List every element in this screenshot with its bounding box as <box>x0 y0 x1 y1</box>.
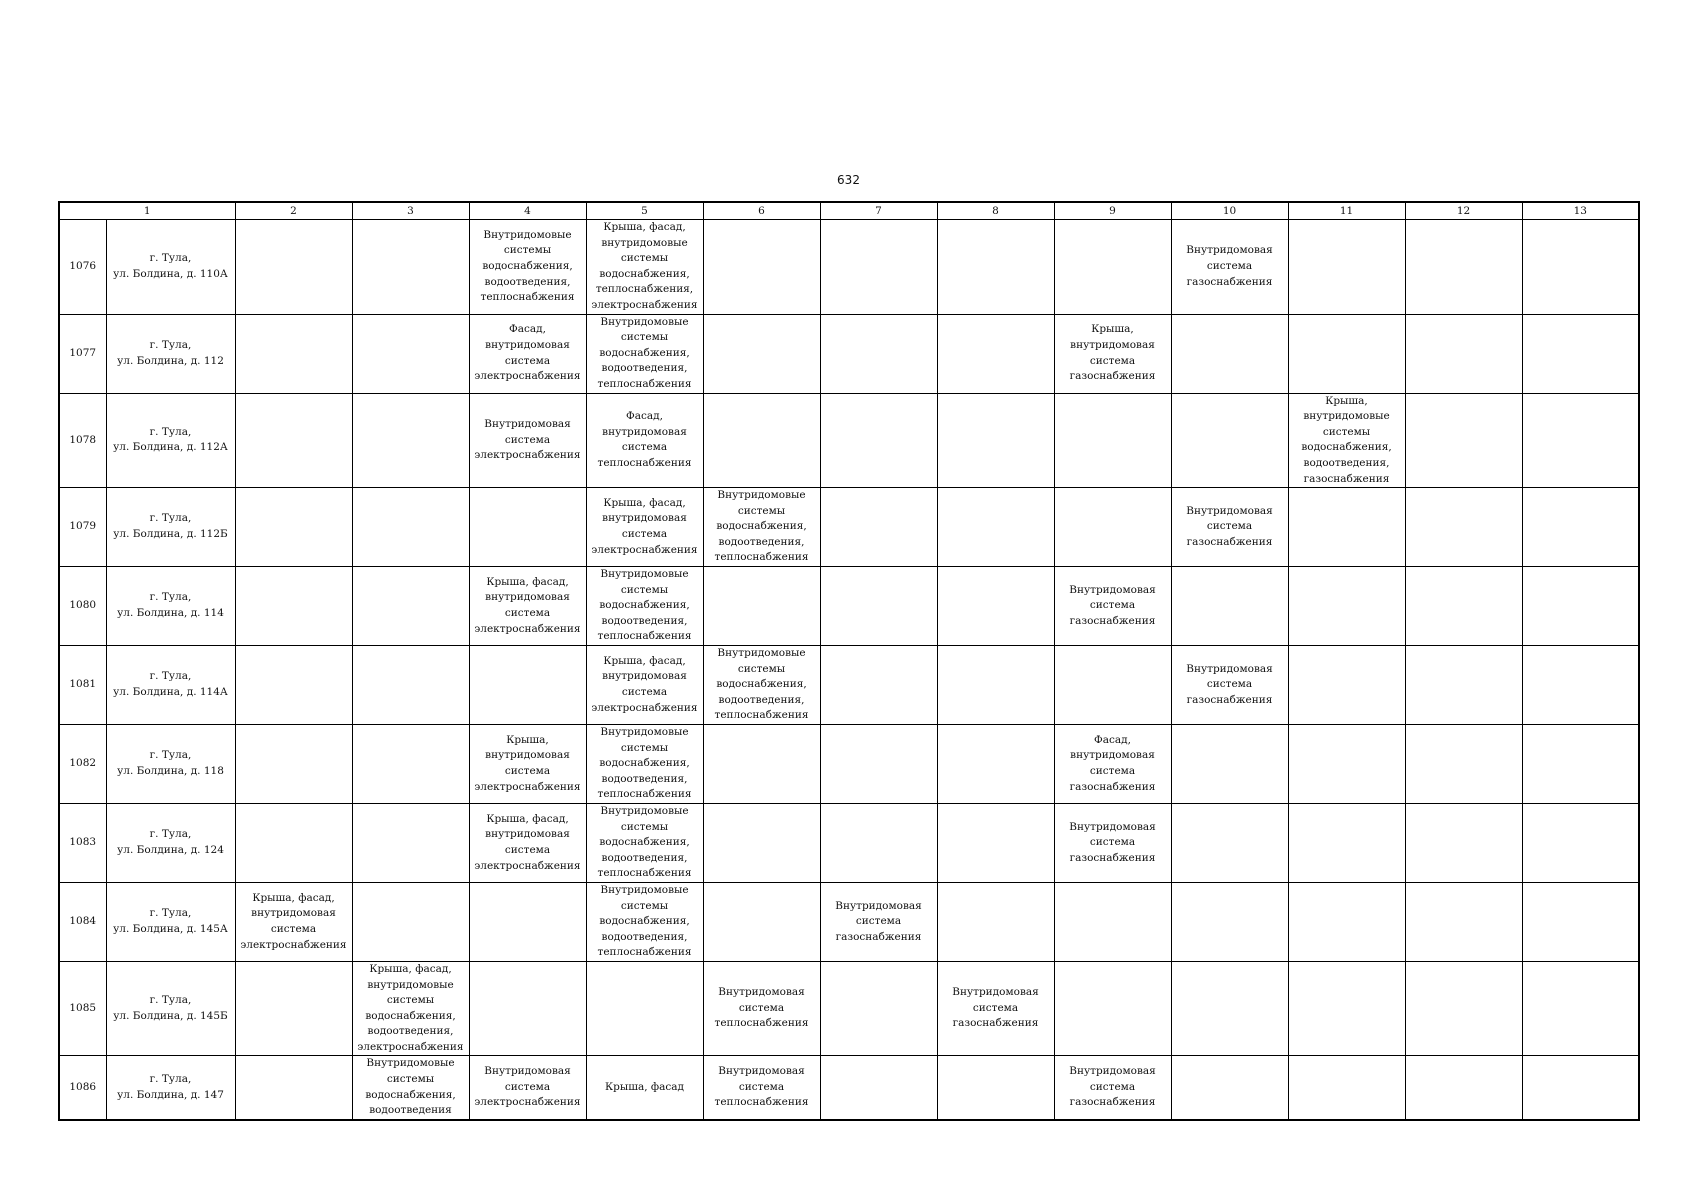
address-line: ул. Болдина, д. 114 <box>117 607 224 620</box>
address-line: ул. Болдина, д. 112 <box>117 354 224 367</box>
work-cell-col-2 <box>235 646 352 725</box>
work-cell-col-12 <box>1405 725 1522 804</box>
address-cell <box>106 961 235 1056</box>
work-cell-col-8 <box>937 725 1054 804</box>
address-line: ул. Болдина, д. 118 <box>117 764 224 777</box>
work-cell-col-3 <box>352 314 469 393</box>
work-cell-col-3 <box>352 393 469 488</box>
work-cell-col-12 <box>1405 567 1522 646</box>
work-cell-col-5 <box>586 803 703 882</box>
work-cell-col-11 <box>1288 488 1405 567</box>
work-cell-col-2 <box>235 961 352 1056</box>
work-description: Внутридомовые системы водоснабжения, водоотведения, теплоснабжения <box>597 804 692 880</box>
address-line: г. Тула, <box>149 670 192 683</box>
work-cell-col-3 <box>352 725 469 804</box>
work-cell-col-11 <box>1288 220 1405 315</box>
work-description: Внутридомовые системы водоснабжения, водоотведения, теплоснабжения <box>714 647 809 722</box>
work-cell-col-13 <box>1522 393 1639 488</box>
work-cell-col-12 <box>1405 393 1522 488</box>
work-cell-col-6 <box>703 314 820 393</box>
address-line: г. Тула, <box>149 252 192 265</box>
column-header: 7 <box>820 202 937 220</box>
work-cell-col-13 <box>1522 314 1639 393</box>
work-cell-col-9 <box>1054 803 1171 882</box>
work-cell-col-2 <box>235 314 352 393</box>
work-description: Крыша, фасад, внутридомовая система электроснабжения <box>474 812 581 872</box>
row-number: 1080 <box>59 567 106 646</box>
work-cell-col-12 <box>1405 488 1522 567</box>
work-cell-col-10 <box>1171 803 1288 882</box>
work-cell-col-7 <box>820 393 937 488</box>
work-cell-col-13 <box>1522 803 1639 882</box>
work-cell-col-2 <box>235 725 352 804</box>
address-cell <box>106 1056 235 1120</box>
work-description: Фасад, внутридомовая система теплоснабжения <box>597 410 692 469</box>
work-cell-col-11 <box>1288 882 1405 961</box>
work-cell-col-12 <box>1405 1056 1522 1120</box>
work-cell-col-2 <box>235 1056 352 1120</box>
work-cell-col-11 <box>1288 803 1405 882</box>
work-cell-col-7 <box>820 1056 937 1120</box>
column-header: 1 <box>59 202 235 220</box>
column-header: 8 <box>937 202 1054 220</box>
work-cell-col-3 <box>352 882 469 961</box>
work-cell-col-6 <box>703 393 820 488</box>
work-cell-col-3 <box>352 567 469 646</box>
work-cell-col-6 <box>703 488 820 567</box>
work-description: Крыша, фасад, внутридомовые системы водоснабжения, теплоснабжения, электроснабжения <box>591 221 698 311</box>
work-cell-col-10 <box>1171 882 1288 961</box>
work-cell-col-3 <box>352 803 469 882</box>
work-description: Фасад, внутридомовая система газоснабжения <box>1069 733 1156 793</box>
work-cell-col-4 <box>469 314 586 393</box>
work-cell-col-9 <box>1054 646 1171 725</box>
address-cell <box>106 314 235 393</box>
work-cell-col-6 <box>703 803 820 882</box>
column-header: 2 <box>235 202 352 220</box>
address-line: ул. Болдина, д. 145А <box>113 922 228 935</box>
row-number: 1086 <box>59 1056 106 1120</box>
work-cell-col-4 <box>469 220 586 315</box>
work-cell-col-7 <box>820 488 937 567</box>
work-description: Внутридомовые системы водоснабжения, водоотведения, теплоснабжения <box>597 568 692 643</box>
work-cell-col-13 <box>1522 220 1639 315</box>
work-cell-col-10 <box>1171 646 1288 725</box>
capital-repair-schedule-table <box>58 201 1640 1121</box>
work-cell-col-7 <box>820 803 937 882</box>
page-number: 632 <box>837 173 860 187</box>
work-cell-col-12 <box>1405 220 1522 315</box>
work-cell-col-7 <box>820 314 937 393</box>
work-description: Внутридомовые системы водоснабжения, водоотведения, теплоснабжения <box>714 489 809 564</box>
work-description: Внутридомовая система электроснабжения <box>474 417 581 462</box>
work-cell-col-5 <box>586 1056 703 1120</box>
table-row <box>59 393 1639 488</box>
work-cell-col-3 <box>352 1056 469 1120</box>
work-cell-col-12 <box>1405 646 1522 725</box>
row-number: 1076 <box>59 220 106 315</box>
work-cell-col-12 <box>1405 314 1522 393</box>
work-cell-col-6 <box>703 882 820 961</box>
work-cell-col-2 <box>235 393 352 488</box>
address-line: г. Тула, <box>149 425 192 438</box>
work-cell-col-2 <box>235 567 352 646</box>
work-cell-col-10 <box>1171 567 1288 646</box>
work-cell-col-10 <box>1171 314 1288 393</box>
work-description: Внутридомовая система теплоснабжения <box>714 1065 809 1109</box>
work-cell-col-8 <box>937 314 1054 393</box>
work-cell-col-8 <box>937 1056 1054 1120</box>
work-cell-col-6 <box>703 961 820 1056</box>
address-line: г. Тула, <box>149 749 192 762</box>
work-description: Фасад, внутридомовая система электроснабжения <box>474 323 581 383</box>
row-number: 1079 <box>59 488 106 567</box>
work-cell-col-5 <box>586 567 703 646</box>
work-cell-col-4 <box>469 961 586 1056</box>
work-cell-col-9 <box>1054 314 1171 393</box>
column-header: 10 <box>1171 202 1288 220</box>
address-cell <box>106 646 235 725</box>
work-cell-col-5 <box>586 725 703 804</box>
work-cell-col-8 <box>937 393 1054 488</box>
row-number: 1084 <box>59 882 106 961</box>
table-row <box>59 1056 1639 1120</box>
work-cell-col-5 <box>586 220 703 315</box>
table-row <box>59 220 1639 315</box>
work-cell-col-5 <box>586 646 703 725</box>
work-cell-col-4 <box>469 393 586 488</box>
address-line: ул. Болдина, д. 145Б <box>113 1009 228 1022</box>
work-cell-col-3 <box>352 220 469 315</box>
work-description: Крыша, фасад, внутридомовая система электроснабжения <box>240 891 347 951</box>
work-description: Внутридомовая система газоснабжения <box>1186 504 1273 548</box>
row-number: 1082 <box>59 725 106 804</box>
work-description: Внутридомовая система газоснабжения <box>952 986 1039 1030</box>
work-cell-col-5 <box>586 961 703 1056</box>
work-cell-col-8 <box>937 646 1054 725</box>
row-number: 1085 <box>59 961 106 1056</box>
work-description: Внутридомовая система газоснабжения <box>1069 1065 1156 1109</box>
work-cell-col-11 <box>1288 567 1405 646</box>
work-cell-col-4 <box>469 1056 586 1120</box>
row-number: 1078 <box>59 393 106 488</box>
column-header: 11 <box>1288 202 1405 220</box>
address-line: ул. Болдина, д. 112Б <box>113 528 228 541</box>
address-line: г. Тула, <box>149 828 192 841</box>
row-number: 1083 <box>59 803 106 882</box>
work-cell-col-5 <box>586 488 703 567</box>
work-cell-col-9 <box>1054 220 1171 315</box>
work-cell-col-7 <box>820 961 937 1056</box>
work-cell-col-6 <box>703 220 820 315</box>
work-cell-col-13 <box>1522 961 1639 1056</box>
work-description: Внутридомовая система газоснабжения <box>1186 662 1273 706</box>
table-row <box>59 314 1639 393</box>
work-cell-col-13 <box>1522 567 1639 646</box>
work-cell-col-4 <box>469 646 586 725</box>
work-cell-col-13 <box>1522 646 1639 725</box>
work-description: Внутридомовая система газоснабжения <box>1186 244 1273 288</box>
work-description: Внутридомовая система газоснабжения <box>835 899 922 943</box>
work-cell-col-7 <box>820 646 937 725</box>
work-cell-col-5 <box>586 882 703 961</box>
work-cell-col-2 <box>235 882 352 961</box>
work-description: Внутридомовые системы водоснабжения, водоотведения, теплоснабжения <box>480 228 575 304</box>
address-line: г. Тула, <box>149 994 192 1007</box>
work-description: Внутридомовая система теплоснабжения <box>714 986 809 1030</box>
work-cell-col-11 <box>1288 314 1405 393</box>
work-cell-col-11 <box>1288 646 1405 725</box>
table-row <box>59 725 1639 804</box>
work-description: Крыша, фасад, внутридомовые системы водоснабжения, водоотведения, электроснабжения <box>357 962 464 1053</box>
work-cell-col-8 <box>937 882 1054 961</box>
work-cell-col-9 <box>1054 725 1171 804</box>
work-cell-col-2 <box>235 803 352 882</box>
work-description: Крыша, фасад <box>605 1080 684 1093</box>
work-cell-col-8 <box>937 567 1054 646</box>
work-description: Внутридомовые системы водоснабжения, водоотведения <box>365 1057 456 1117</box>
work-cell-col-9 <box>1054 488 1171 567</box>
address-line: ул. Болдина, д. 147 <box>117 1088 224 1101</box>
work-description: Крыша, внутридомовая система газоснабжения <box>1069 323 1156 383</box>
work-cell-col-9 <box>1054 961 1171 1056</box>
work-cell-col-13 <box>1522 488 1639 567</box>
table-row <box>59 488 1639 567</box>
work-cell-col-13 <box>1522 1056 1639 1120</box>
work-cell-col-11 <box>1288 725 1405 804</box>
work-cell-col-5 <box>586 314 703 393</box>
work-cell-col-12 <box>1405 803 1522 882</box>
work-cell-col-12 <box>1405 961 1522 1056</box>
work-cell-col-7 <box>820 882 937 961</box>
work-description: Крыша, внутридомовые системы водоснабжения, водоотведения, газоснабжения <box>1301 394 1392 485</box>
work-description: Внутридомовая система газоснабжения <box>1069 820 1156 864</box>
work-cell-col-4 <box>469 882 586 961</box>
address-cell <box>106 725 235 804</box>
work-cell-col-8 <box>937 488 1054 567</box>
row-number: 1077 <box>59 314 106 393</box>
column-number-header-row <box>59 202 1639 220</box>
work-cell-col-9 <box>1054 567 1171 646</box>
address-cell <box>106 803 235 882</box>
column-header: 4 <box>469 202 586 220</box>
address-cell <box>106 567 235 646</box>
work-cell-col-6 <box>703 725 820 804</box>
work-cell-col-10 <box>1171 725 1288 804</box>
work-description: Крыша, внутридомовая система электроснабжения <box>474 733 581 793</box>
work-cell-col-6 <box>703 1056 820 1120</box>
work-description: Крыша, фасад, внутридомовая система электроснабжения <box>474 575 581 635</box>
work-cell-col-11 <box>1288 1056 1405 1120</box>
work-cell-col-10 <box>1171 393 1288 488</box>
work-cell-col-4 <box>469 725 586 804</box>
work-cell-col-5 <box>586 393 703 488</box>
address-cell <box>106 488 235 567</box>
work-cell-col-3 <box>352 961 469 1056</box>
work-cell-col-7 <box>820 725 937 804</box>
address-line: ул. Болдина, д. 112А <box>113 441 228 454</box>
work-description: Крыша, фасад, внутридомовая система электроснабжения <box>591 654 698 714</box>
work-cell-col-11 <box>1288 961 1405 1056</box>
address-line: г. Тула, <box>149 512 192 525</box>
table-row <box>59 882 1639 961</box>
work-cell-col-10 <box>1171 961 1288 1056</box>
work-description: Внутридомовые системы водоснабжения, водоотведения, теплоснабжения <box>597 883 692 959</box>
work-cell-col-13 <box>1522 882 1639 961</box>
table-body <box>59 220 1639 1120</box>
work-cell-col-9 <box>1054 882 1171 961</box>
address-line: г. Тула, <box>149 1073 192 1086</box>
work-description: Внутридомовая система электроснабжения <box>474 1065 581 1109</box>
work-cell-col-3 <box>352 488 469 567</box>
table-row <box>59 803 1639 882</box>
address-line: ул. Болдина, д. 124 <box>117 843 224 856</box>
work-cell-col-6 <box>703 567 820 646</box>
work-cell-col-9 <box>1054 1056 1171 1120</box>
table-row <box>59 567 1639 646</box>
column-header: 13 <box>1522 202 1639 220</box>
work-description: Внутридомовые системы водоснабжения, водоотведения, теплоснабжения <box>597 726 692 801</box>
address-line: г. Тула, <box>149 338 192 351</box>
work-description: Внутридомовые системы водоснабжения, водоотведения, теплоснабжения <box>597 315 692 390</box>
work-cell-col-10 <box>1171 1056 1288 1120</box>
address-line: ул. Болдина, д. 114А <box>113 686 228 699</box>
table-row <box>59 961 1639 1056</box>
row-number: 1081 <box>59 646 106 725</box>
work-cell-col-13 <box>1522 725 1639 804</box>
work-cell-col-4 <box>469 488 586 567</box>
column-header: 12 <box>1405 202 1522 220</box>
column-header: 3 <box>352 202 469 220</box>
work-cell-col-4 <box>469 803 586 882</box>
work-cell-col-11 <box>1288 393 1405 488</box>
work-cell-col-3 <box>352 646 469 725</box>
address-line: ул. Болдина, д. 110А <box>113 267 228 280</box>
table-row <box>59 646 1639 725</box>
address-cell <box>106 393 235 488</box>
address-line: г. Тула, <box>149 591 192 604</box>
work-cell-col-4 <box>469 567 586 646</box>
work-description: Внутридомовая система газоснабжения <box>1069 583 1156 627</box>
address-line: г. Тула, <box>149 907 192 920</box>
work-cell-col-10 <box>1171 488 1288 567</box>
column-header: 9 <box>1054 202 1171 220</box>
work-cell-col-8 <box>937 803 1054 882</box>
work-cell-col-8 <box>937 961 1054 1056</box>
work-cell-col-8 <box>937 220 1054 315</box>
column-header: 6 <box>703 202 820 220</box>
work-cell-col-2 <box>235 488 352 567</box>
work-cell-col-9 <box>1054 393 1171 488</box>
address-cell <box>106 882 235 961</box>
work-cell-col-12 <box>1405 882 1522 961</box>
work-cell-col-6 <box>703 646 820 725</box>
column-header: 5 <box>586 202 703 220</box>
address-cell <box>106 220 235 315</box>
work-cell-col-2 <box>235 220 352 315</box>
work-cell-col-7 <box>820 220 937 315</box>
work-cell-col-7 <box>820 567 937 646</box>
work-cell-col-10 <box>1171 220 1288 315</box>
work-description: Крыша, фасад, внутридомовая система электроснабжения <box>591 496 698 556</box>
